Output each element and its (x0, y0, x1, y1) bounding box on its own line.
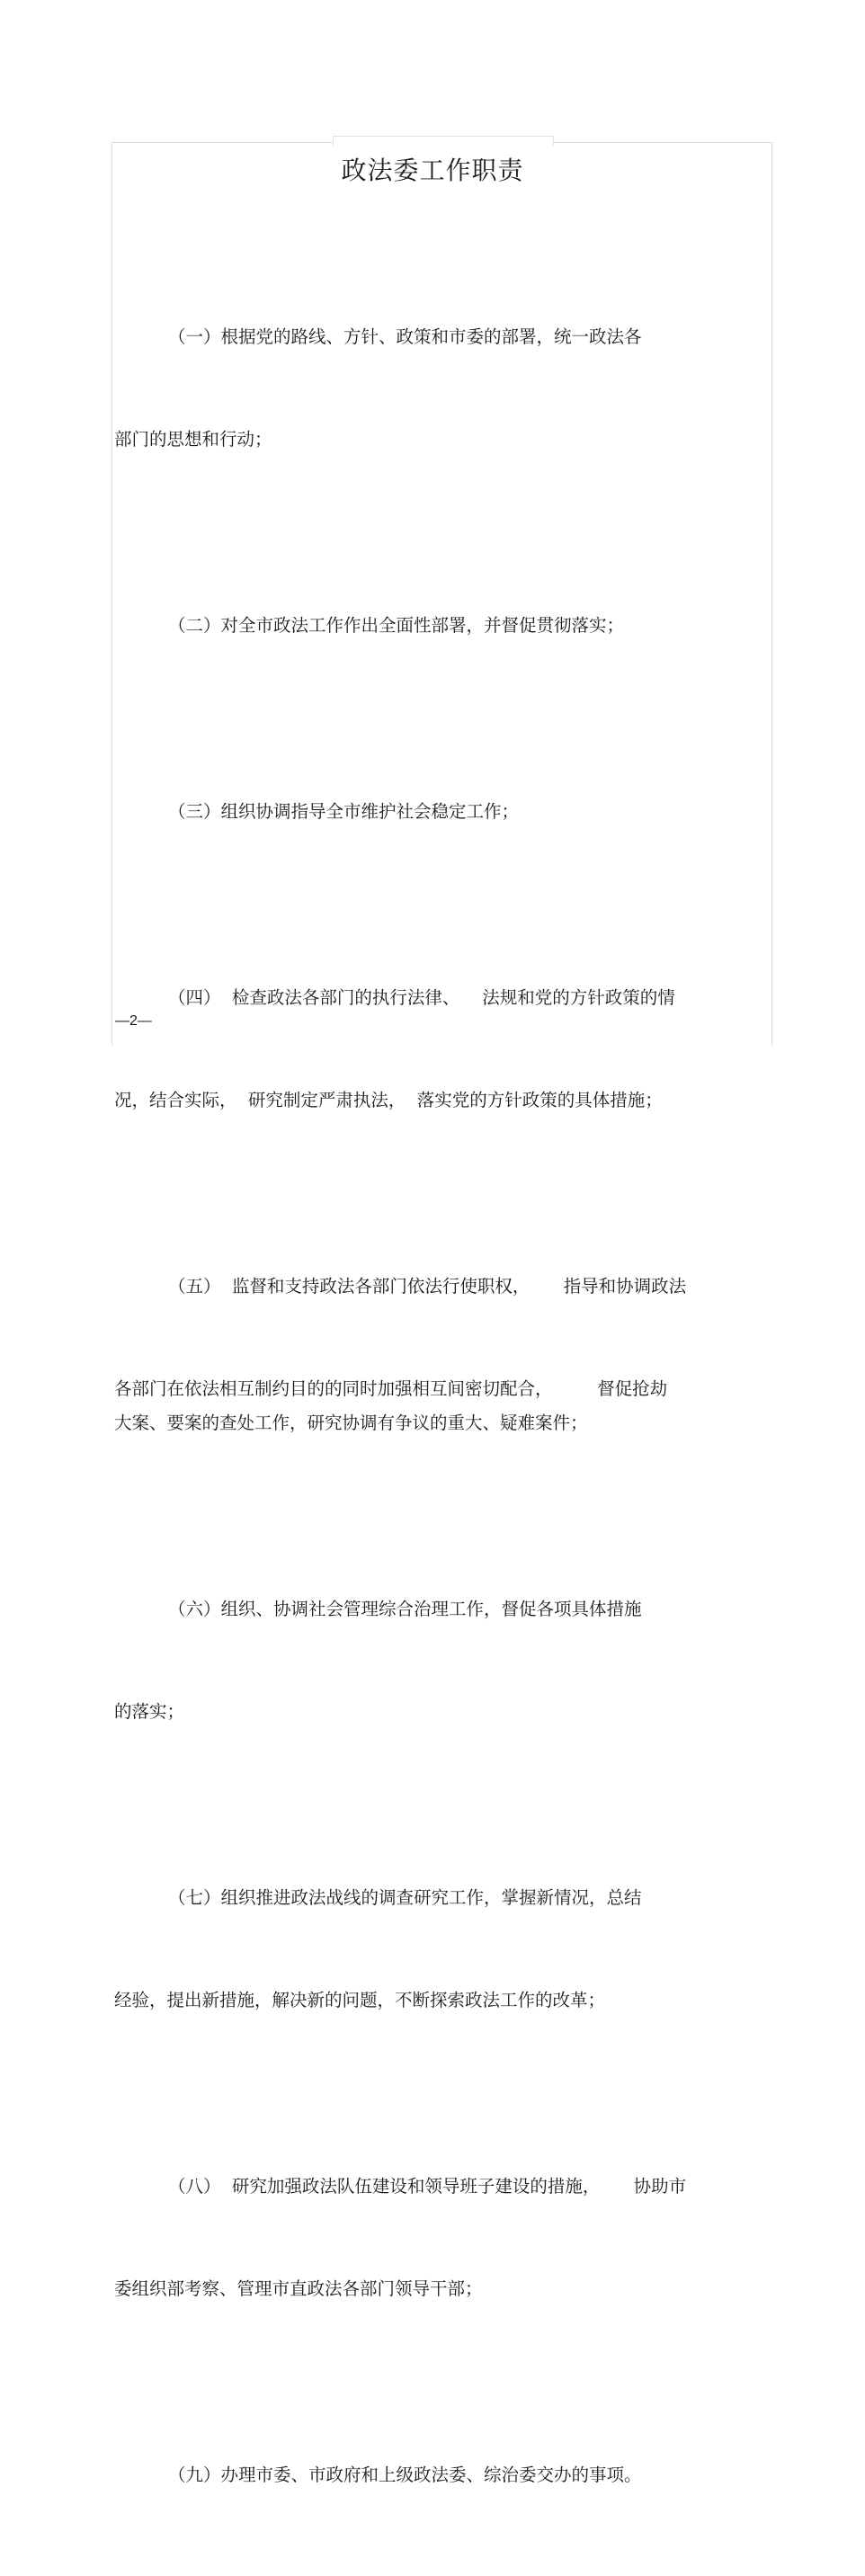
paragraph-7-line-first: （七）组织推进政法战线的调查研究工作，掌握新情况，总结 (168, 1887, 642, 1908)
paragraph-9 (114, 2390, 771, 2561)
paragraph-3 (114, 726, 771, 897)
paragraph-8 (114, 2101, 771, 2375)
paragraph-1-line-first: （一）根据党的路线、方针、政策和市委的部署，统一政法各 (168, 326, 642, 347)
paragraph-5-line-first: （五） 监督和支持政法各部门依法行使职权， 指导和协调政法 (168, 1276, 687, 1297)
paragraph-6-line-first: （六）组织、协调社会管理综合治理工作，督促各项具体措施 (168, 1599, 642, 1619)
paragraph-6 (114, 1524, 771, 1797)
paragraph-3-line-first: （三）组织协调指导全市维护社会稳定工作； (168, 801, 520, 822)
paragraph-2 (114, 540, 771, 711)
paragraph-1-line-rest: 部门的思想和行动； (114, 429, 272, 450)
paragraph-5 (114, 1201, 771, 1509)
document-body (114, 252, 771, 2576)
paragraph-4 (114, 913, 771, 1186)
page-number: —2— (115, 1013, 152, 1029)
paragraph-4-line-rest: 况，结合实际， 研究制定严肃执法， 落实党的方针政策的具体措施； (114, 1090, 663, 1110)
paragraph-7 (114, 1813, 771, 2086)
paragraph-7-line-rest: 经验，提出新措施，解决新的问题，不断探索政法工作的改革； (114, 1990, 606, 2010)
paragraph-8-line-rest: 委组织部考察、管理市直政法各部门领导干部； (114, 2278, 483, 2299)
paragraph-8-line-first: （八） 研究加强政法队伍建设和领导班子建设的措施， 协助市 (168, 2176, 687, 2197)
paragraph-6-line-rest: 的落实； (114, 1701, 185, 1722)
paragraph-5-line-rest: 各部门在依法相互制约目的的同时加强相互间密切配合， 督促抢劫 大案、要案的查处工作，研究协调有争议的重大、疑难案件； (114, 1378, 668, 1433)
document-title: 政法委工作职责 (341, 156, 524, 185)
paragraph-2-line-first: （二）对全市政法工作作出全面性部署，并督促贯彻落实； (168, 615, 625, 636)
paragraph-4-line-first: （四） 检查政法各部门的执行法律、 法规和党的方针政策的情 (168, 987, 675, 1008)
paragraph-1 (114, 252, 771, 525)
title-tab-decoration (333, 136, 554, 146)
paragraph-9-line-first: （九）办理市委、市政府和上级政法委、综治委交办的事项。 (168, 2465, 642, 2485)
